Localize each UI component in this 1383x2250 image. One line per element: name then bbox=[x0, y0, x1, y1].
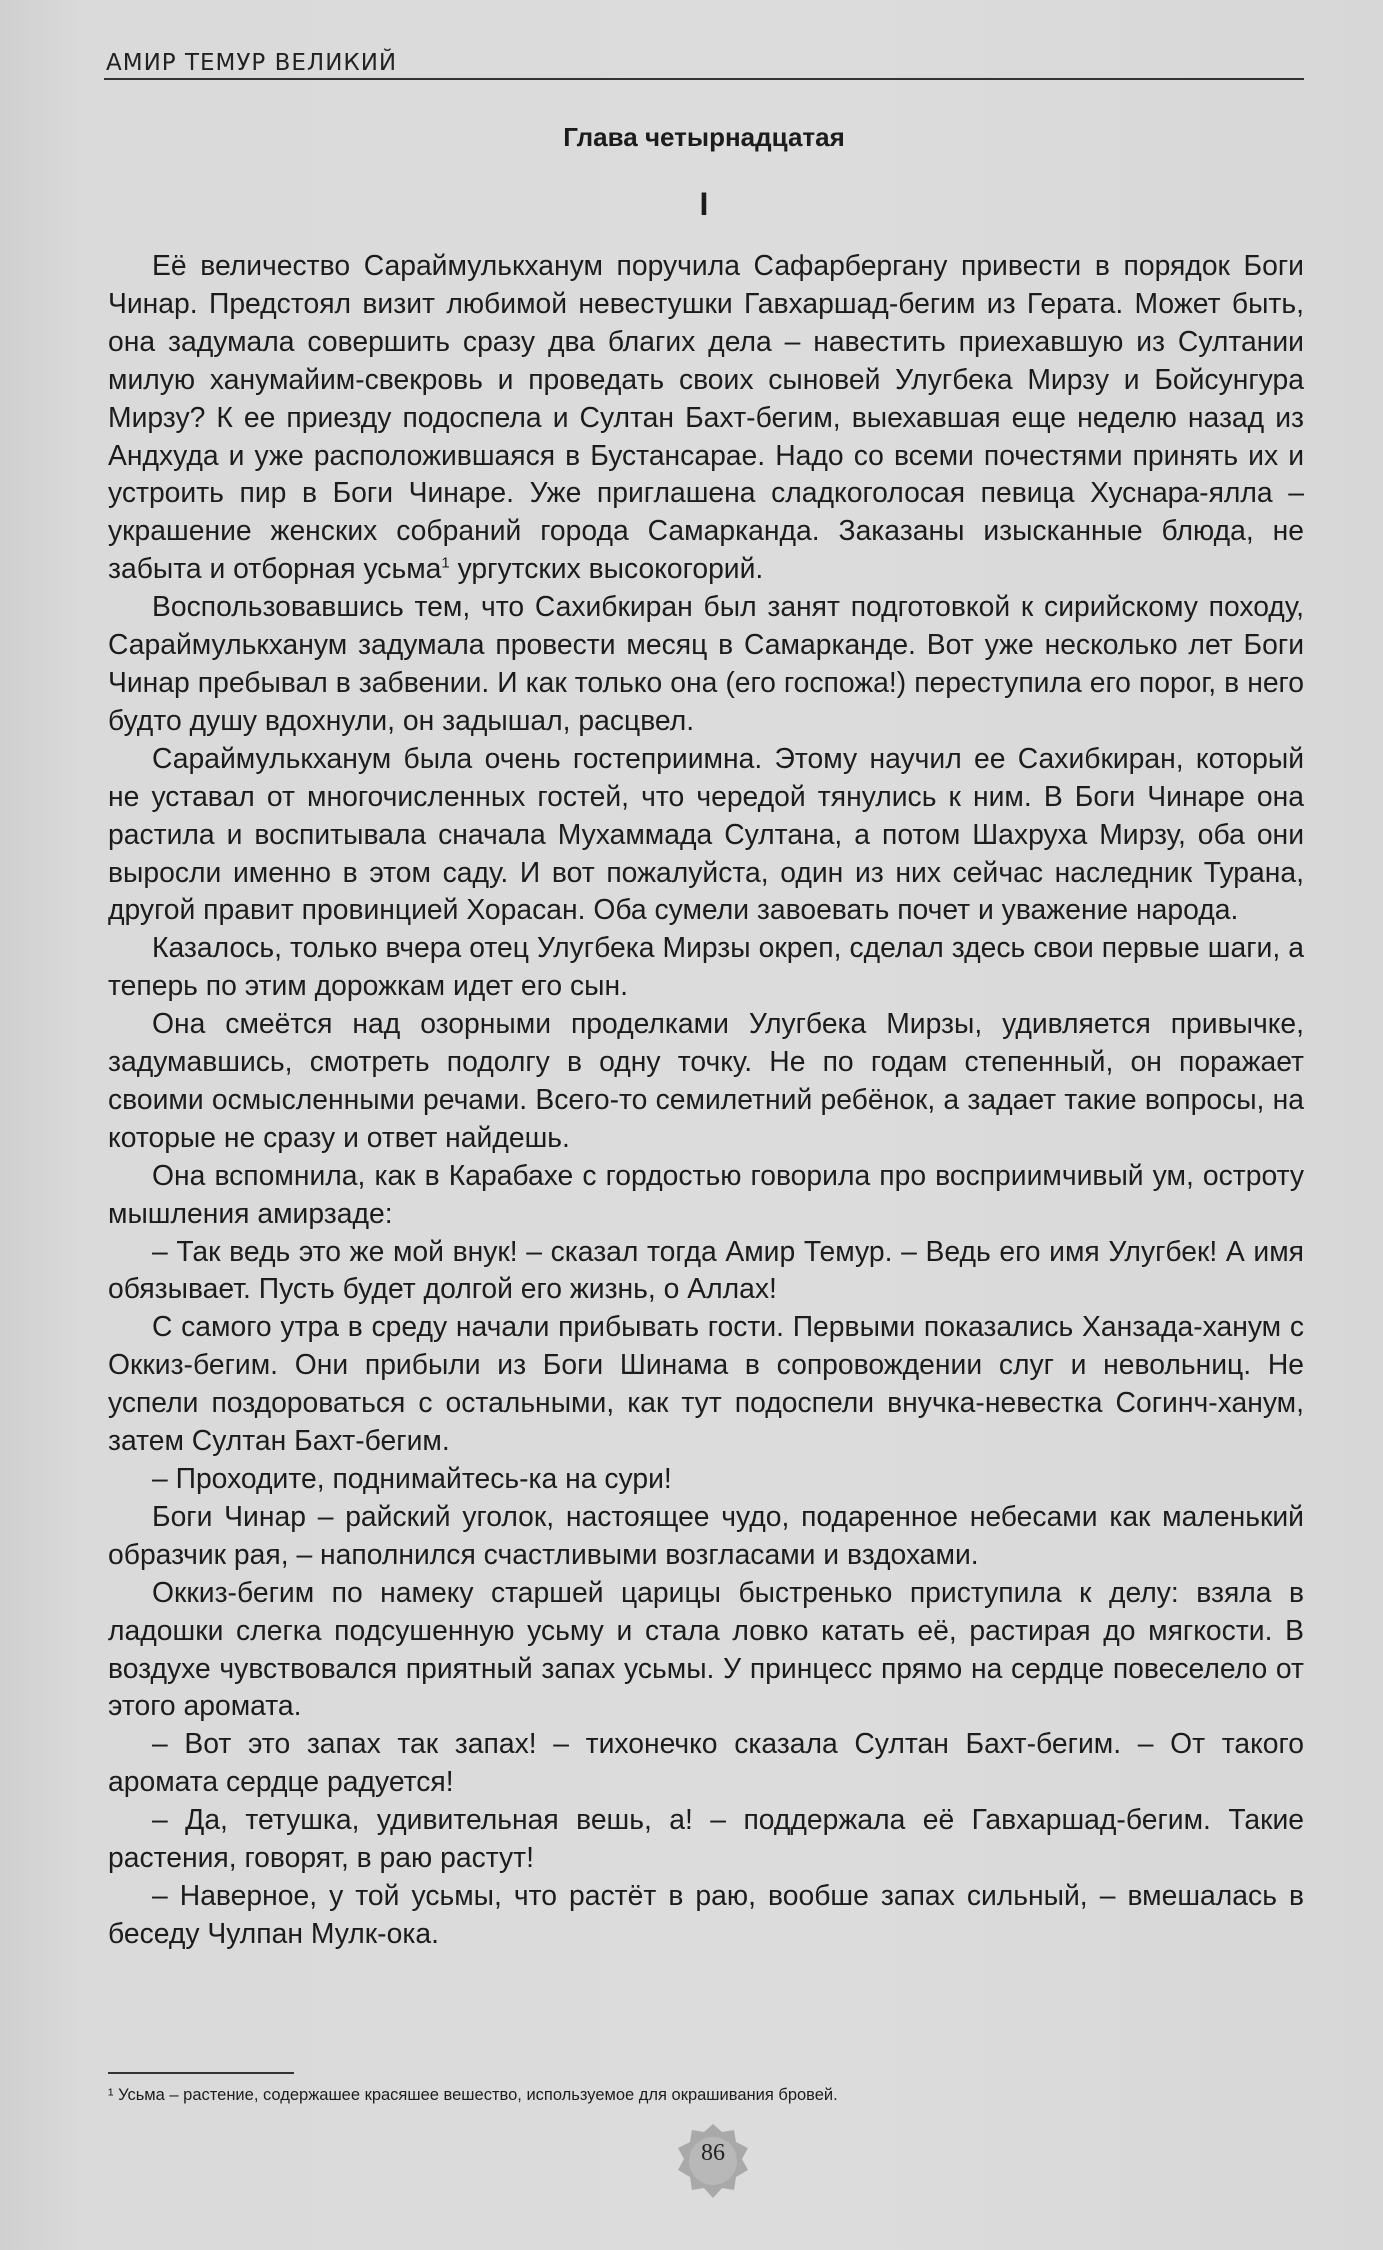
paragraph: – Наверное, у той усьмы, что растёт в раю, вообше запах сильный, – вмешалась в беседу Чулпан Мулк-ока. bbox=[108, 1878, 1304, 1949]
paragraph: – Так ведь это же мой внук! – сказал тогда Амир Темур. – Ведь его имя Улугбек! А имя обязывает. Пусть будет долгой его жизнь, о Аллах! bbox=[108, 1234, 1304, 1305]
paragraph: Воспользовавшись тем, что Сахибкиран был занят подготовкой к сирийскому походу, Сараймулькханум задумала провести месяц в Самарканде. Вот уже несколько лет Боги Чинар пребывал в забвении. И как только она (его госпожа!) переступила его порог, в него будто душу вдохнули, он задышал, расцвел. bbox=[108, 590, 1304, 736]
header-rule bbox=[104, 78, 1304, 80]
footnote-marker: 1 bbox=[441, 554, 450, 572]
paragraph: – Да, тетушка, удивительная вешь, а! – поддержала её Гавхаршад-бегим. Такие растения, говорят, в раю растут! bbox=[108, 1803, 1304, 1874]
paragraph: – Вот это запах так запах! – тихонечко сказала Султан Бахт-бегим. – От такого аромата сердце радуется! bbox=[108, 1727, 1304, 1798]
body-text bbox=[108, 247, 1304, 1953]
paragraph: Казалось, только вчера отец Улугбека Мирзы окреп, сделал здесь свои первые шаги, а теперь по этим дорожкам идет его сын. bbox=[108, 931, 1304, 1002]
paragraph-text-tail: ургутских высокогорий. bbox=[449, 552, 764, 585]
section-number: I bbox=[699, 186, 709, 222]
paragraph: Сараймулькханум была очень гостеприимна. Этому научил ее Сахибкиран, который не уставал от многочисленных гостей, что чередой тянулись к ним. В Боги Чинаре она растила и воспитывала сначала Мухаммада Султана, а потом Шахруха Мирзу, оба они выросли именно в этом саду. И вот пожалуйста, один из них сейчас наследник Турана, другой правит провинцией Хорасан. Оба сумели завоевать почет и уважение народа. bbox=[108, 741, 1304, 926]
paragraph: Оккиз-бегим по намеку старшей царицы быстренько приступила к делу: взяла в ладошки слегка подсушенную усьму и стала ловко катать её, растирая до мягкости. В воздухе чувствовался приятный запах усьмы. У принцесс прямо на сердце повеселело от этого аромата. bbox=[108, 1575, 1304, 1722]
chapter-title: Глава четырнадцатая bbox=[563, 122, 845, 152]
footnote: ¹ Усьма – растение, содержашее красяшее вешество, используемое для окрашивания бровей. bbox=[108, 2086, 838, 2104]
paragraph: Она смеётся над озорными проделками Улугбека Мирзы, удивляется привычке, задумавшись, смотреть подолгу в одну точку. Не по годам степенный, он поражает своими осмысленными речами. Всего-то семилетний ребёнок, а задает такие вопросы, на которые не сразу и ответ найдешь. bbox=[108, 1007, 1304, 1153]
paragraph: Она вспомнила, как в Карабахе с гордостью говорила про восприимчивый ум, остроту мышления амирзаде: bbox=[108, 1158, 1304, 1229]
page-number: 86 bbox=[701, 2140, 725, 2166]
paragraph-text: Её величество Сараймулькханум поручила Сафарбергану привести в порядок Боги Чинар. Предстоял визит любимой невестушки Гавхаршад-бегим из Герата. Может быть, она задумала совершить сразу два благих дела – навестить приехавшую из Султании милую ханумайим-свекровь и проведать своих сыновей Улугбека Мирзу и Бойсунгура Мирзу? К ее приезду подоспела и Султан Бахт-бегим, выехавшая еще неделю назад из Андхуда и уже расположившаяся в Бустансарае. Надо со всеми почестями принять их и устроить пир в Боги Чинаре. Уже приглашена сладкоголосая певица Хуснара-ялла – украшение женских собраний города Самарканда. Заказаны изысканные блюда, не забыта и отборная усьма bbox=[108, 249, 1304, 585]
paragraph: Боги Чинар – райский уголок, настоящее чудо, подаренное небесами как маленький образчик рая, – наполнился счастливыми возгласами и вздохами. bbox=[108, 1499, 1304, 1570]
footnote-rule bbox=[108, 2072, 294, 2074]
paragraph: – Проходите, поднимайтесь-ка на сури! bbox=[152, 1462, 672, 1494]
paragraph bbox=[108, 247, 1304, 588]
running-head: АМИР ТЕМУР ВЕЛИКИЙ bbox=[106, 50, 398, 76]
paragraph: С самого утра в среду начали прибывать гости. Первыми показались Ханзада-ханум с Оккиз-бегим. Они прибыли из Боги Шинама в сопровождении слуг и невольниц. Не успели поздороваться с остальными, как тут подоспели внучка-невестка Согинч-ханум, затем Султан Бахт-бегим. bbox=[108, 1310, 1304, 1457]
